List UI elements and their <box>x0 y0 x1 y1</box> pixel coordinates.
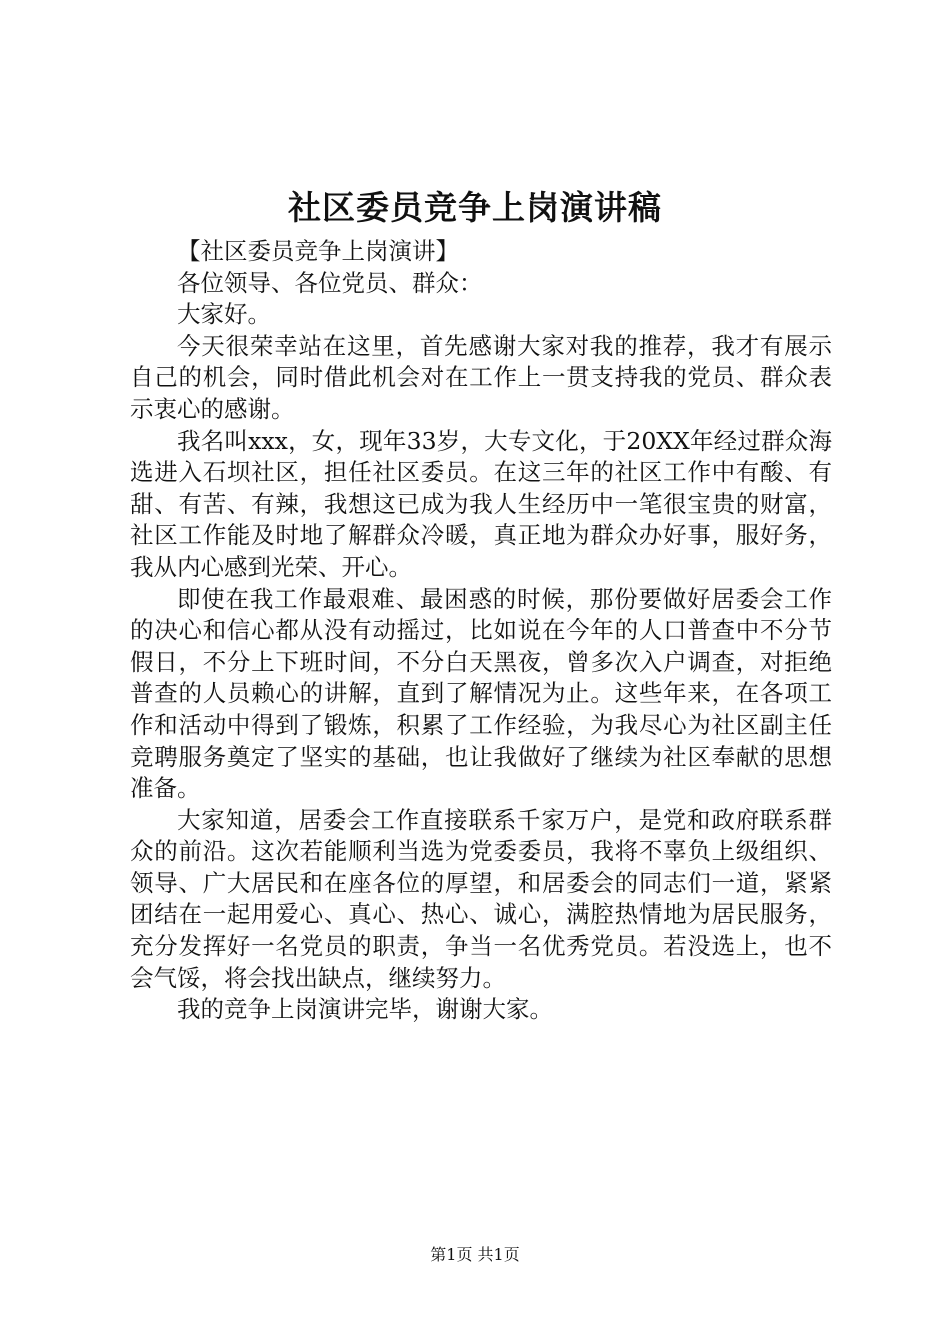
document-body <box>130 236 832 1026</box>
paragraph-closing: 我的竞争上岗演讲完毕，谢谢大家。 <box>177 995 553 1024</box>
paragraph-experience: 即使在我工作最艰难、最困惑的时候，那份要做好居委会工作的决心和信心都从没有动摇过，比如说在今年的人口普查中不分节假日，不分上下班时间，不分白天黑夜，曾多次入户调查，对拒绝普查的人员赖心的讲解，直到了解情况为止。这些年来，在各项工作和活动中得到了锻炼，积累了工作经验，为我尽心为社区副主任竞聘服务奠定了坚实的基础，也让我做好了继续为社区奉献的思想准备。 <box>130 584 832 803</box>
document-title: 社区委员竞争上岗演讲稿 <box>288 188 662 227</box>
paragraph-introduction: 我名叫xxx，女，现年33岁，大专文化，于20XX年经过群众海选进入石坝社区，担任社区委员。在这三年的社区工作中有酸、有甜、有苦、有辣，我想这已成为我人生经历中一笔很宝贵的财富，社区工作能及时地了解群众冷暖，真正地为群众办好事，服好务，我从内心感到光荣、开心。 <box>130 426 832 581</box>
page-number: 第1页 共1页 <box>430 1245 520 1264</box>
paragraph-subtitle: 【社区委员竞争上岗演讲】 <box>177 237 459 265</box>
paragraph-thanks: 今天很荣幸站在这里，首先感谢大家对我的推荐，我才有展示自己的机会，同时借此机会对在工作上一贯支持我的党员、群众表示衷心的感谢。 <box>130 331 832 423</box>
paragraph-greeting: 大家好。 <box>177 300 271 329</box>
paragraph-commitment: 大家知道，居委会工作直接联系千家万户，是党和政府联系群众的前沿。这次若能顺利当选为党委委员，我将不辜负上级组织、领导、广大居民和在座各位的厚望，和居委会的同志们一道，紧紧团结在一起用爱心、真心、热心、诚心，满腔热情地为居民服务，充分发挥好一名党员的职责，争当一名优秀党员。若没选上，也不会气馁，将会找出缺点，继续努力。 <box>130 805 832 992</box>
paragraph-salutation: 各位领导、各位党员、群众： <box>177 268 483 297</box>
